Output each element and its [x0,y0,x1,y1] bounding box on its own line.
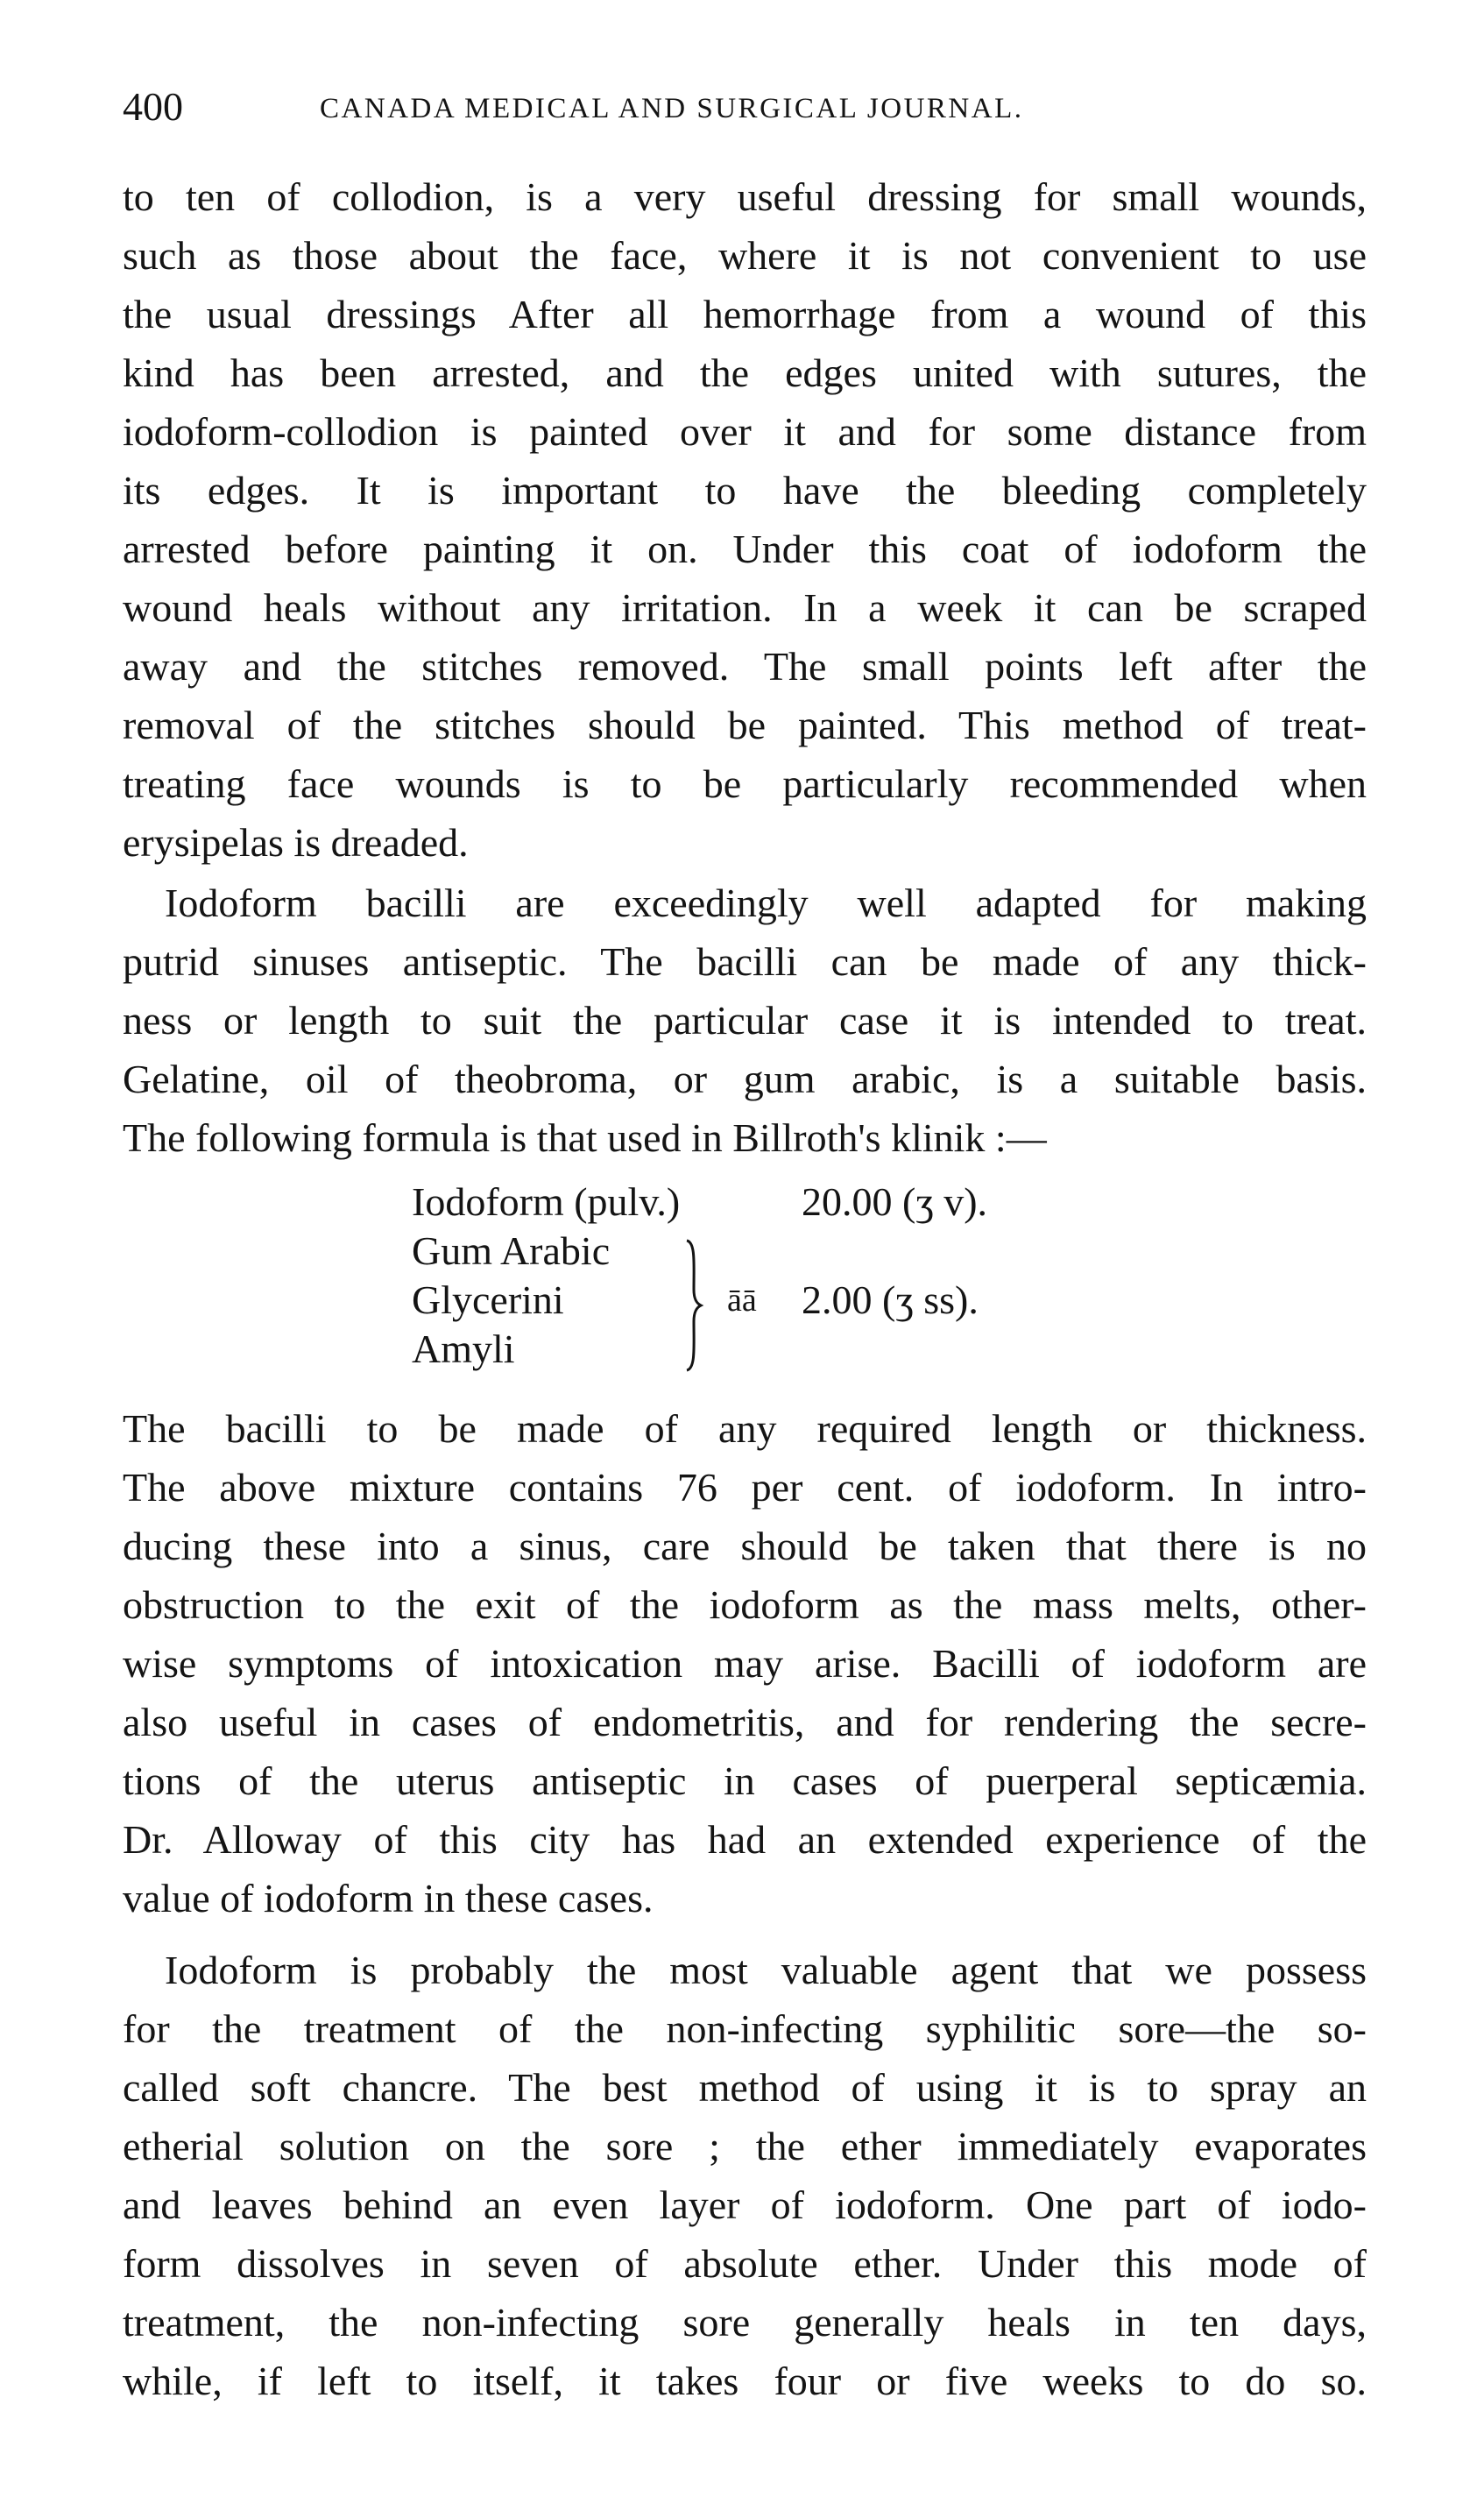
page-number: 400 [123,84,183,129]
running-title: CANADA MEDICAL AND SURGICAL JOURNAL. [320,93,1024,124]
text-line: also useful in cases of endometritis, and for rendering the secre- [123,1700,1367,1744]
text-line: iodoform-collodion is painted over it and for some distance from [123,409,1367,454]
ingredient-name: Glycerini [412,1277,564,1322]
curly-brace-icon [682,1237,704,1374]
text-line: away and the stitches removed. The small points left after the [123,644,1367,689]
text-line: Dr. Alloway of this city has had an extended experience of the [123,1817,1367,1862]
text-line: value of iodoform in these cases. [123,1876,654,1920]
text-line: The above mixture contains 76 per cent. of iodoform. In intro- [123,1465,1367,1510]
text-line: tions of the uterus antiseptic in cases of puerperal septicæmia. [123,1758,1367,1803]
ingredient-name: Amyli [412,1326,515,1371]
text-line: wound heals without any irritation. In a week it can be scraped [123,585,1367,630]
ingredient-name: Gum Arabic [412,1228,611,1273]
text-line: its edges. It is important to have the bleeding completely [123,468,1367,513]
text-line: such as those about the face, where it is not convenient to use [123,233,1367,278]
text-line: wise symptoms of intoxication may arise. Bacilli of iodoform are [123,1641,1367,1686]
ingredient-name: Iodoform (pulv.) [412,1179,681,1224]
text-line: Iodoform is probably the most valuable agent that we possess [165,1948,1367,1992]
text-line: The bacilli to be made of any required length or thickness. [123,1406,1367,1451]
page-header [123,81,1367,133]
text-line: removal of the stitches should be painted. This method of treat- [123,703,1367,747]
ana-abbreviation: āā [727,1282,757,1319]
text-line: kind has been arrested, and the edges united with sutures, the [123,350,1367,395]
text-line: erysipelas is dreaded. [123,820,469,865]
text-line: while, if left to itself, it takes four or five weeks to do so. [123,2359,1367,2403]
text-line: called soft chancre. The best method of using it is to spray an [123,2065,1367,2110]
text-line: for the treatment of the non-infecting syphilitic sore—the so- [123,2006,1367,2051]
text-line: ducing these into a sinus, care should be taken that there is no [123,1524,1367,1568]
text-line: The following formula is that used in Billroth's klinik :— [123,1115,1047,1160]
text-line: Iodoform bacilli are exceedingly well adapted for making [165,881,1367,925]
text-line: to ten of collodion, is a very useful dressing for small wounds, [123,174,1367,219]
text-line: and leaves behind an even layer of iodoform. One part of iodo- [123,2182,1367,2227]
text-line: arrested before painting it on. Under this coat of iodoform the [123,527,1367,571]
text-line: treatment, the non-infecting sore generally heals in ten days, [123,2300,1367,2345]
ingredient-quantity: 20.00 (ʒ v). [802,1179,988,1224]
text-line: putrid sinuses antiseptic. The bacilli can be made of any thick- [123,939,1367,984]
text-line: obstruction to the exit of the iodoform as the mass melts, other- [123,1582,1367,1627]
ingredient-quantity: 2.00 (ʒ ss). [802,1277,979,1322]
text-line: treating face wounds is to be particularly recommended when [123,761,1367,806]
text-line: form dissolves in seven of absolute ether. Under this mode of [123,2241,1367,2286]
text-line: Gelatine, oil of theobroma, or gum arabic, is a suitable basis. [123,1057,1367,1101]
text-line: etherial solution on the sore ; the ether immediately evaporates [123,2124,1367,2168]
text-line: the usual dressings After all hemorrhage from a wound of this [123,292,1367,336]
text-line: ness or length to suit the particular case it is intended to treat. [123,998,1367,1043]
